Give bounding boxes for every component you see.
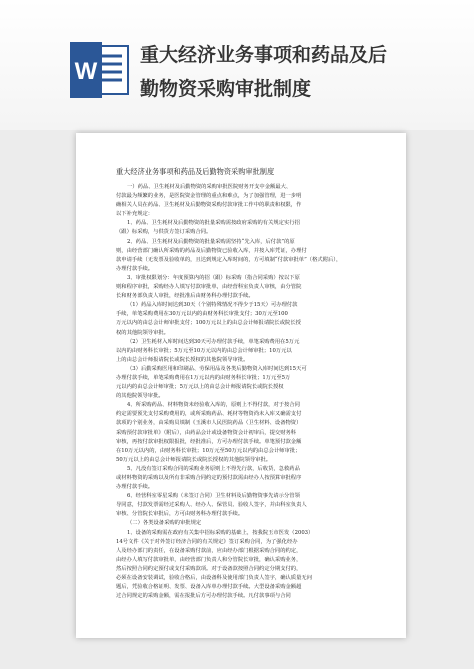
document-paragraph-line: 6、经营科室零星采购（未签订合同）卫生材料及后勤物资事先请示分管领: [127, 493, 300, 500]
document-paragraph-line: 则和程序审批，采购经办人填写付款审批单，由经营科室负责人审核，由分管院: [116, 284, 302, 291]
document-paragraph-line: 付款最为频繁的业务，是医院资金管理的重点和难点，为了加强管理，进一步明: [116, 193, 302, 200]
document-paragraph-line: 元以内的由总会计师审批；5万元以上的由总会计师报请院长或院长授权: [116, 384, 284, 391]
document-paragraph-line: 在10万元以内的，由财务科长审批；10万元至50万元以内的由总会计师审批；: [116, 447, 301, 454]
document-paragraph-line: （跟）标采购，与供货方签订采购合同。: [116, 229, 212, 236]
document-paragraph-line: 然后按照合同约定预付或支付采购款项。对于设备款按照合同约定分期支付的，: [116, 565, 302, 572]
document-paragraph-line: 题后，凭验收合格证明、发票、设备入库单办理付款手续。大型设备采购金额超: [116, 584, 302, 591]
document-paragraph-line: 采购预付款审批单》（附后），由药品会计或设备物资会计初审后，提交财务科: [116, 429, 297, 436]
document-title: 重大经济业务事项和药品及后勤物资采购审批制度: [116, 167, 275, 176]
svg-text:W: W: [74, 58, 98, 85]
document-paragraph-line: 过合同规定的采购金额，需在报批后方可办理付款手续。凡付款事项与合同: [116, 593, 291, 600]
document-paragraph-line: 50万元以上的由总会计师报请院长或院长授权的其他院领导审批。: [116, 456, 272, 463]
document-paragraph-line: 办理付款手续，单笔采购费用在1万元以内的由财务科长审批；1万元至5万: [116, 374, 291, 381]
document-paragraph-line: 则，由经营部门确认所采购的药品及后勤物资已验收入库，并按入库凭证，办理付: [116, 247, 307, 254]
document-paragraph-line: 4、所采购药品、材料物资未经验收入库的，原则上不得付款，对于按合同: [127, 402, 300, 409]
document-paragraph-line: 必须在设备安装调试，验收合格后，由设备科及使用部门负责人签字，确认质量无问: [116, 575, 312, 582]
document-paragraph-line: 2、药品、卫生耗材及后勤物资的批量采购需坚持“先入库，后付款”的原: [127, 238, 295, 245]
document-paragraph-line: 的其他院领导审批。: [116, 393, 164, 400]
document-preview-header: [0, 0, 474, 130]
document-paragraph-line: 3、审批权限划分：年度预算内的招（跟）标采购（指合同采购）按以下原: [127, 274, 300, 281]
page-title: [140, 38, 460, 106]
page-title-line-1: 重大经济业务事项和药品及后: [140, 44, 388, 66]
document-paragraph-line: 万元以内的由总会计师审批支付；100万元以上的由总会计师报请院长或院长授: [116, 320, 301, 327]
document-paragraph-line: 或材料物资的采购以及所有非采购合同约定的预付款需由经办人按预算审批程序: [116, 475, 302, 481]
document-paragraph-line: 办理付款手续。: [116, 484, 154, 491]
document-paragraph-line: 以内的由财务科长审批；5万元至10万元以内的由总会计师审批；10万元以: [116, 347, 292, 354]
word-document-icon: [68, 42, 130, 98]
document-paragraph-line: 审核、分管院长审批后，方可由财务科办理付款手续。: [116, 511, 244, 518]
document-paragraph-line: 上的由总会计师报请院长或院长授权的其他院领导审批。: [116, 356, 249, 363]
document-paragraph-line: 办理付款手续。: [116, 265, 154, 272]
document-page: [76, 133, 406, 638]
document-body: [116, 183, 384, 601]
document-paragraph-line: 确相关人员在药品、卫生耗材及后勤物资采购付款审批工作中的职责和权限，作: [116, 202, 302, 209]
document-paragraph-line: 一）药品、卫生耗材及后勤物资的采购审批医院财务开支中金额最大、: [127, 184, 292, 190]
document-paragraph-line: 手续，单笔采购费用在30万元以内的由财务科长审批支付；30万元至100: [116, 311, 288, 318]
document-paragraph-line: 约定需要预先支付采购费用的，或所采购药品、耗材等物资尚未入库又确需支付: [116, 411, 302, 418]
page-title-line-2: 勤物资采购审批制度: [140, 78, 312, 100]
document-paragraph-line: 1、药品、卫生耗材及后勤物资的批量采购需按政府采购的有关规定实行招: [127, 220, 300, 227]
document-paragraph-line: 1、设备的采购需在政府有关集中招标采购的基础上，按我院玉市医发（2003）: [127, 529, 314, 536]
document-paragraph-line: （二）各类设备采购的审批规定: [127, 520, 202, 527]
document-paragraph-line: 款项的个别业务，由采购员填制《玉溪市人民医院药品（卫生材料、设备物资）: [116, 420, 302, 427]
document-paragraph-line: 权的其他院领导审批。: [116, 329, 169, 336]
document-paragraph-line: 导同意，付款发票需经过采购人、经办人、保管员、验收人签字，并由科室负责人: [116, 502, 307, 509]
document-paragraph-line: 由经办人填写付款审批单，由经营部门负责人和分管院长审批，确认采购业务，: [116, 556, 302, 563]
document-paragraph-line: （3）后勤采购医用和印刷品、劳保用品及各类后勤物资入库时间达到15天可: [127, 365, 307, 372]
document-paragraph-line: 以下补充规定：: [116, 211, 154, 218]
document-paragraph-line: （2）卫生耗材入库时间达到30天可办理付款手续，单笔采购费用在5万元: [127, 338, 300, 345]
document-paragraph-line: 5、凡没有签订采购合同的采购业务原则上不得先行款，后收货，急救药品: [127, 465, 300, 472]
document-paragraph-line: 人及经办部门的责任，在设备采购付款前，应由经办部门根据采购合同的约定，: [116, 547, 302, 554]
document-paragraph-line: 14号文件《关于对外签订经济合同的有关规定》签订采购合同，为了强化经办: [116, 538, 298, 545]
document-paragraph-line: 款申请手续（无发票及验收单的，且达到规定入库时间的，方可填制“付款审批单”（格式附后），: [116, 256, 342, 263]
document-paragraph-line: 长和财务部负责人审批，经批准后由财务科办理付款手续。: [116, 293, 254, 300]
document-paragraph-line: 审核，再按付款审批权限报批，经批准后，方可办理付款手续。单笔预付款金额: [116, 438, 302, 445]
document-paragraph-line: （1）药品入库时间达到30天（个别特殊情况不得少于15天）可办理付款: [127, 302, 298, 309]
